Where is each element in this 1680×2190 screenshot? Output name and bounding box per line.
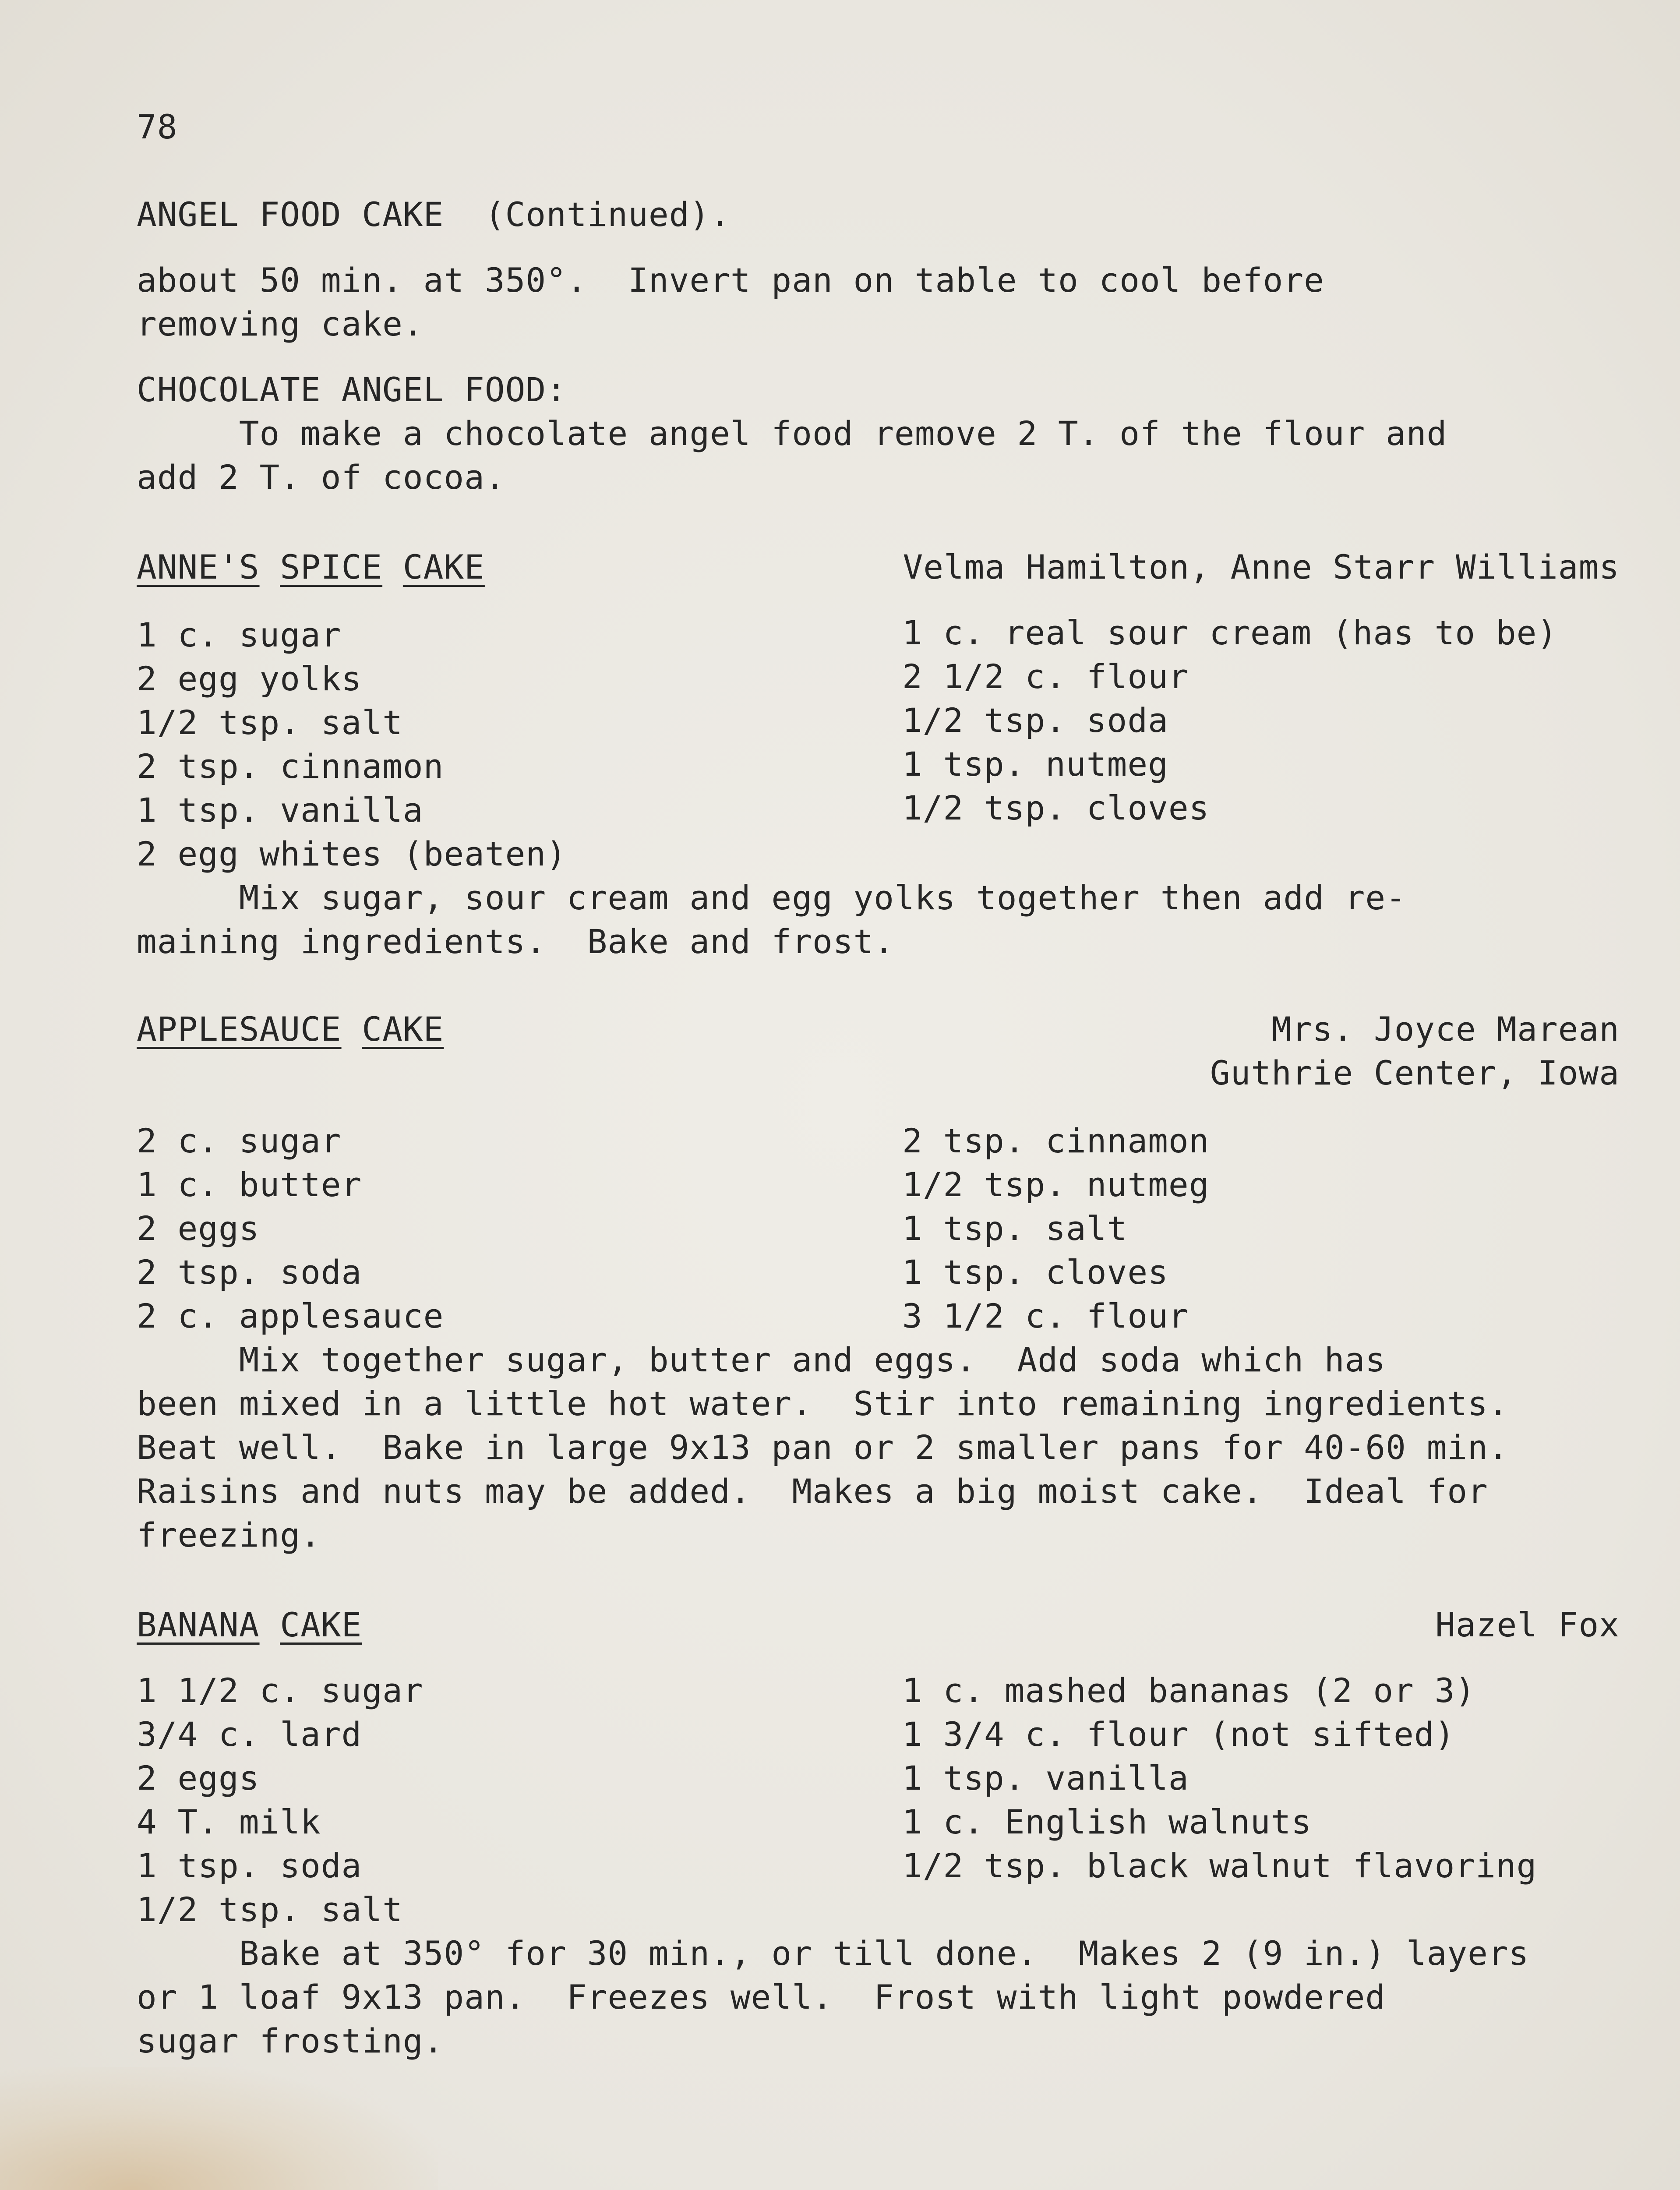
ingredient-right: 1 3/4 c. flour (not sifted) [902, 1715, 1455, 1754]
ingredient-left: 4 T. milk [137, 1802, 321, 1841]
directions-line: or 1 loaf 9x13 pan. Freezes well. Frost with light powdered [137, 1978, 1386, 2017]
title-word: SPICE [280, 548, 383, 586]
directions-line: Mix sugar, sour cream and egg yolks together then add re- [137, 878, 1406, 917]
ingredient-right: 1 c. real sour cream (has to be) [902, 613, 1558, 652]
directions-line: freezing. [137, 1515, 321, 1554]
directions-line: Bake at 350° for 30 min., or till done. Makes 2 (9 in.) layers [137, 1934, 1529, 1973]
ingredient-left: 2 tsp. soda [137, 1253, 362, 1292]
ingredient-right: 1 tsp. vanilla [902, 1759, 1189, 1798]
ingredient-left: 2 tsp. cinnamon [137, 747, 444, 786]
title-word: APPLESAUCE [137, 1010, 342, 1049]
ingredient-right: 1 c. English walnuts [902, 1802, 1312, 1841]
spice-cake-title [137, 545, 485, 589]
ingredient-left: 1 c. sugar [137, 615, 342, 654]
ingredient-left: 2 egg whites (beaten) [137, 834, 567, 873]
applesauce-cake-author: Mrs. Joyce Marean [1271, 1010, 1620, 1049]
title-word: ANNE'S [137, 548, 260, 586]
ingredient-left: 1/2 tsp. salt [137, 1890, 403, 1929]
chocolate-text-line: To make a chocolate angel food remove 2 T. of the flour and [137, 414, 1447, 453]
chocolate-angel-food-heading: CHOCOLATE ANGEL FOOD: [137, 370, 567, 409]
ingredient-left: 1 1/2 c. sugar [137, 1671, 424, 1710]
water-stain [0, 2067, 438, 2190]
ingredient-right: 2 tsp. cinnamon [902, 1121, 1210, 1160]
ingredient-left: 2 c. applesauce [137, 1296, 444, 1335]
title-word: CAKE [362, 1010, 444, 1049]
title-word: BANANA [137, 1605, 260, 1644]
ingredient-right: 1 tsp. nutmeg [902, 745, 1168, 784]
page-number: 78 [137, 107, 178, 146]
banana-cake-author: Hazel Fox [1435, 1605, 1620, 1644]
ingredient-right: 1 tsp. cloves [902, 1253, 1168, 1292]
ingredient-left: 3/4 c. lard [137, 1715, 362, 1754]
directions-line: been mixed in a little hot water. Stir into remaining ingredients. [137, 1384, 1509, 1423]
ingredient-left: 1 tsp. vanilla [137, 791, 424, 830]
ingredient-right: 1 c. mashed bananas (2 or 3) [902, 1671, 1476, 1710]
directions-line: Beat well. Bake in large 9x13 pan or 2 smaller pans for 40-60 min. [137, 1428, 1509, 1467]
applesauce-cake-location: Guthrie Center, Iowa [1210, 1053, 1620, 1092]
banana-cake-title [137, 1603, 362, 1647]
ingredient-right: 1 tsp. salt [902, 1209, 1128, 1248]
ingredient-right: 3 1/2 c. flour [902, 1296, 1189, 1335]
ingredient-right: 1/2 tsp. black walnut flavoring [902, 1846, 1537, 1885]
ingredient-right: 1/2 tsp. nutmeg [902, 1165, 1210, 1204]
angel-food-text-line: about 50 min. at 350°. Invert pan on table to cool before [137, 261, 1324, 300]
ingredient-left: 2 eggs [137, 1759, 260, 1798]
ingredient-left: 1/2 tsp. salt [137, 703, 403, 742]
title-word: CAKE [280, 1605, 362, 1644]
directions-line: maining ingredients. Bake and frost. [137, 922, 894, 961]
ingredient-left: 2 egg yolks [137, 659, 362, 698]
angel-food-text-line: removing cake. [137, 304, 424, 343]
ingredient-left: 1 tsp. soda [137, 1846, 362, 1885]
spice-cake-author: Velma Hamilton, Anne Starr Williams [903, 548, 1620, 586]
ingredient-left: 2 c. sugar [137, 1121, 342, 1160]
directions-line: sugar frosting. [137, 2021, 444, 2060]
title-word: CAKE [402, 548, 485, 586]
applesauce-cake-title [137, 1007, 444, 1051]
chocolate-text-line: add 2 T. of cocoa. [137, 458, 505, 497]
angel-food-continued-heading: ANGEL FOOD CAKE (Continued). [137, 195, 731, 234]
ingredient-left: 2 eggs [137, 1209, 260, 1248]
ingredient-left: 1 c. butter [137, 1165, 362, 1204]
ingredient-right: 2 1/2 c. flour [902, 657, 1189, 696]
directions-line: Raisins and nuts may be added. Makes a big moist cake. Ideal for [137, 1472, 1488, 1511]
ingredient-right: 1/2 tsp. cloves [902, 788, 1210, 827]
directions-line: Mix together sugar, butter and eggs. Add soda which has [137, 1340, 1386, 1379]
ingredient-right: 1/2 tsp. soda [902, 701, 1168, 740]
